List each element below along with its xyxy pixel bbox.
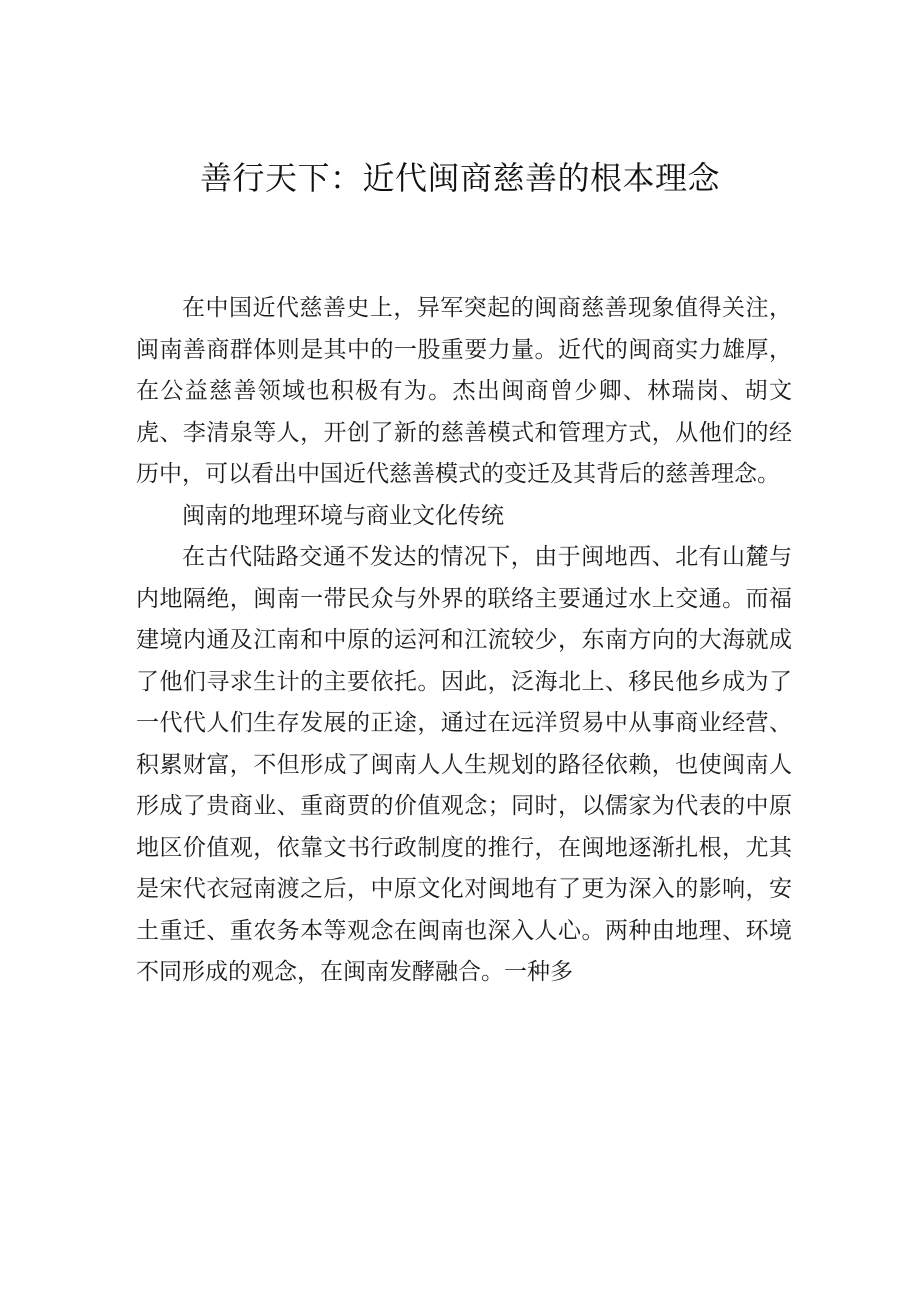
paragraph-intro: 在中国近代慈善史上，异军突起的闽商慈善现象值得关注，闽南善商群体则是其中的一股重要力量。近代的闽商实力雄厚，在公益慈善领域也积极有为。杰出闽商曾少卿、林瑞岗、胡文虎、李清泉等人，开创了新的慈善模式和管理方式，从他们的经历中，可以看出中国近代慈善模式的变迁及其背后的慈善理念。 [136,295,792,487]
document-title: 善行天下：近代闽商慈善的根本理念 [199,159,720,197]
paragraph-geography: 在古代陆路交通不发达的情况下，由于闽地西、北有山麓与内地隔绝，闽南一带民众与外界的联络主要通过水上交通。而福建境内通及江南和中原的运河和江流较少，东南方向的大海就成了他们寻求生计的主要依托。因此，泛海北上、移民他乡成为了一代代人们生存发展的正途，通过在远洋贸易中从事商业经营、积累财富，不但形成了闽南人人生规划的路径依赖，也使闽南人形成了贵商业、重商贾的价值观念；同时，以儒家为代表的中原地区价值观，依靠文书行政制度的推行，在闽地逐渐扎根，尤其是宋代衣冠南渡之后，中原文化对闽地有了更为深入的影响，安土重迁、重农务本等观念在闽南也深入人心。两种由地理、环境不同形成的观念，在闽南发酵融合。一种多 [136,544,792,985]
document-body [136,288,792,994]
section-heading: 闽南的地理环境与商业文化传统 [182,502,504,529]
